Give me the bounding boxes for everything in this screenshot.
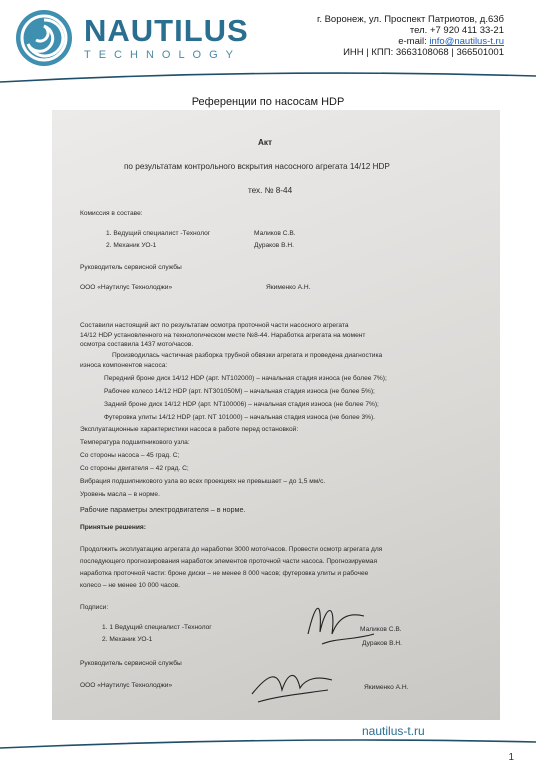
email-line <box>317 36 504 47</box>
ops-line: Температура подшипникового узла: <box>80 439 190 446</box>
act-subheading: по результатам контрольного вскрытия насосного агрегата 14/12 HDP <box>124 162 390 171</box>
org-label: ООО «Наутилус Технолоджи» <box>80 284 173 291</box>
phone: тел. +7 920 411 33-21 <box>409 25 504 36</box>
brand <box>84 13 249 61</box>
wear-item: Передний броне диск 14/12 HDP (арт. NT102000) – начальная стадия износа (не более 7%); <box>104 375 387 382</box>
sign2-role: 2. Механик УО-1 <box>102 636 153 643</box>
sign2-name: Дураков В.Н. <box>362 640 402 647</box>
act-document <box>52 110 500 720</box>
member1-name: Маликов С.В. <box>254 230 296 237</box>
motor-line: Рабочие параметры электродвигателя – в норме. <box>80 505 246 514</box>
decision-line4: колесо – не менее 10 000 часов. <box>80 582 180 589</box>
address: г. Воронеж, ул. Проспект Патриотов, д.63б <box>317 14 504 25</box>
header-divider <box>0 64 536 88</box>
member2-name: Дураков В.Н. <box>254 242 294 249</box>
para1-line1: Составили настоящий акт по результатам осмотра проточной части насосного агрегата <box>80 322 349 329</box>
org-person: Якименко А.Н. <box>266 284 311 291</box>
letterhead <box>0 0 536 80</box>
commission-label: Комиссия в составе: <box>80 210 143 217</box>
ops-line: Вибрация подшипникового узла во всех проекциях не превышает – до 1,5 мм/с. <box>80 478 326 485</box>
signature-malikov <box>302 594 382 654</box>
sign1-role: 1. 1 Ведущий специалист -Технолог <box>102 624 212 631</box>
email-label: e-mail: <box>398 36 430 47</box>
sign-person: Якименко А.Н. <box>364 684 409 691</box>
member2-role: 2. Механик УО-1 <box>106 242 157 249</box>
nautilus-shell-logo <box>14 8 74 68</box>
sign-org-label: ООО «Наутилус Технолоджи» <box>80 682 173 689</box>
para1-line2: 14/12 HDP установленного на технологическом месте №8-44. Наработка агрегата на момент <box>80 332 366 339</box>
decision-line3: наработка проточной части: броне диски – не менее 8 000 часов; футеровка улиты и рабочее <box>80 570 369 577</box>
ops-line: Со стороны насоса – 45 град. С; <box>80 452 180 459</box>
brand-name: NAUTILUS <box>84 13 249 48</box>
footer-url: nautilus-t.ru <box>362 724 425 738</box>
page-title: Референции по насосам HDP <box>191 96 345 108</box>
sign-head-label: Руководитель сервисной службы <box>80 660 182 667</box>
member1-role: 1. Ведущий специалист -Технолог <box>106 230 211 237</box>
para2-line1: Производилась частичная разборка трубной обвязки агрегата и проведена диагностика <box>112 352 383 359</box>
decision-line1: Продолжить эксплуатацию агрегата до наработки 3000 мото/часов. Провести осмотр агрегата для <box>80 546 383 553</box>
sign1-name: Маликов С.В. <box>360 626 402 633</box>
signatures-label: Подписи: <box>80 604 109 611</box>
para2-line2: износа компонентов насоса: <box>80 362 168 369</box>
footer-divider <box>0 734 536 754</box>
page-number: 1 <box>508 752 514 763</box>
wear-item: Рабочее колесо 14/12 HDP (арт. NT301050M) – начальная стадия износа (не более 5%); <box>104 388 375 395</box>
head-label: Руководитель сервисной службы <box>80 264 182 271</box>
signature-yakimenko <box>248 664 338 708</box>
brand-subtitle: TECHNOLOGY <box>84 49 242 61</box>
email-link[interactable]: info@nautilus-t.ru <box>429 36 504 47</box>
decisions-label: Принятые решения: <box>80 524 146 531</box>
decision-line2: последующего прогнозирования наработок элементов проточной части насоса. Прогнозируемая <box>80 558 378 565</box>
inn-kpp: ИНН | КПП: 3663108068 | 366501001 <box>343 47 504 58</box>
wear-item: Футеровка улиты 14/12 HDP (арт. NT 101000) – начальная стадия износа (не более 3%). <box>104 414 376 421</box>
contact-block <box>317 14 504 58</box>
para1-line3: осмотра составила 1437 мото/часов. <box>80 341 194 348</box>
ops-label: Эксплуатационные характеристики насоса в работе перед остановкой: <box>80 426 299 433</box>
ops-line: Со стороны двигателя – 42 град. С; <box>80 465 189 472</box>
act-heading: Акт <box>258 138 273 147</box>
scanned-act-photo <box>52 110 500 720</box>
wear-item: Задний броне диск 14/12 HDP (арт. NT100006) – начальная стадия износа (не более 7%); <box>104 401 379 408</box>
tech-number: тех. № 8-44 <box>248 186 293 195</box>
ops-line: Уровень масла – в норме. <box>80 491 160 498</box>
